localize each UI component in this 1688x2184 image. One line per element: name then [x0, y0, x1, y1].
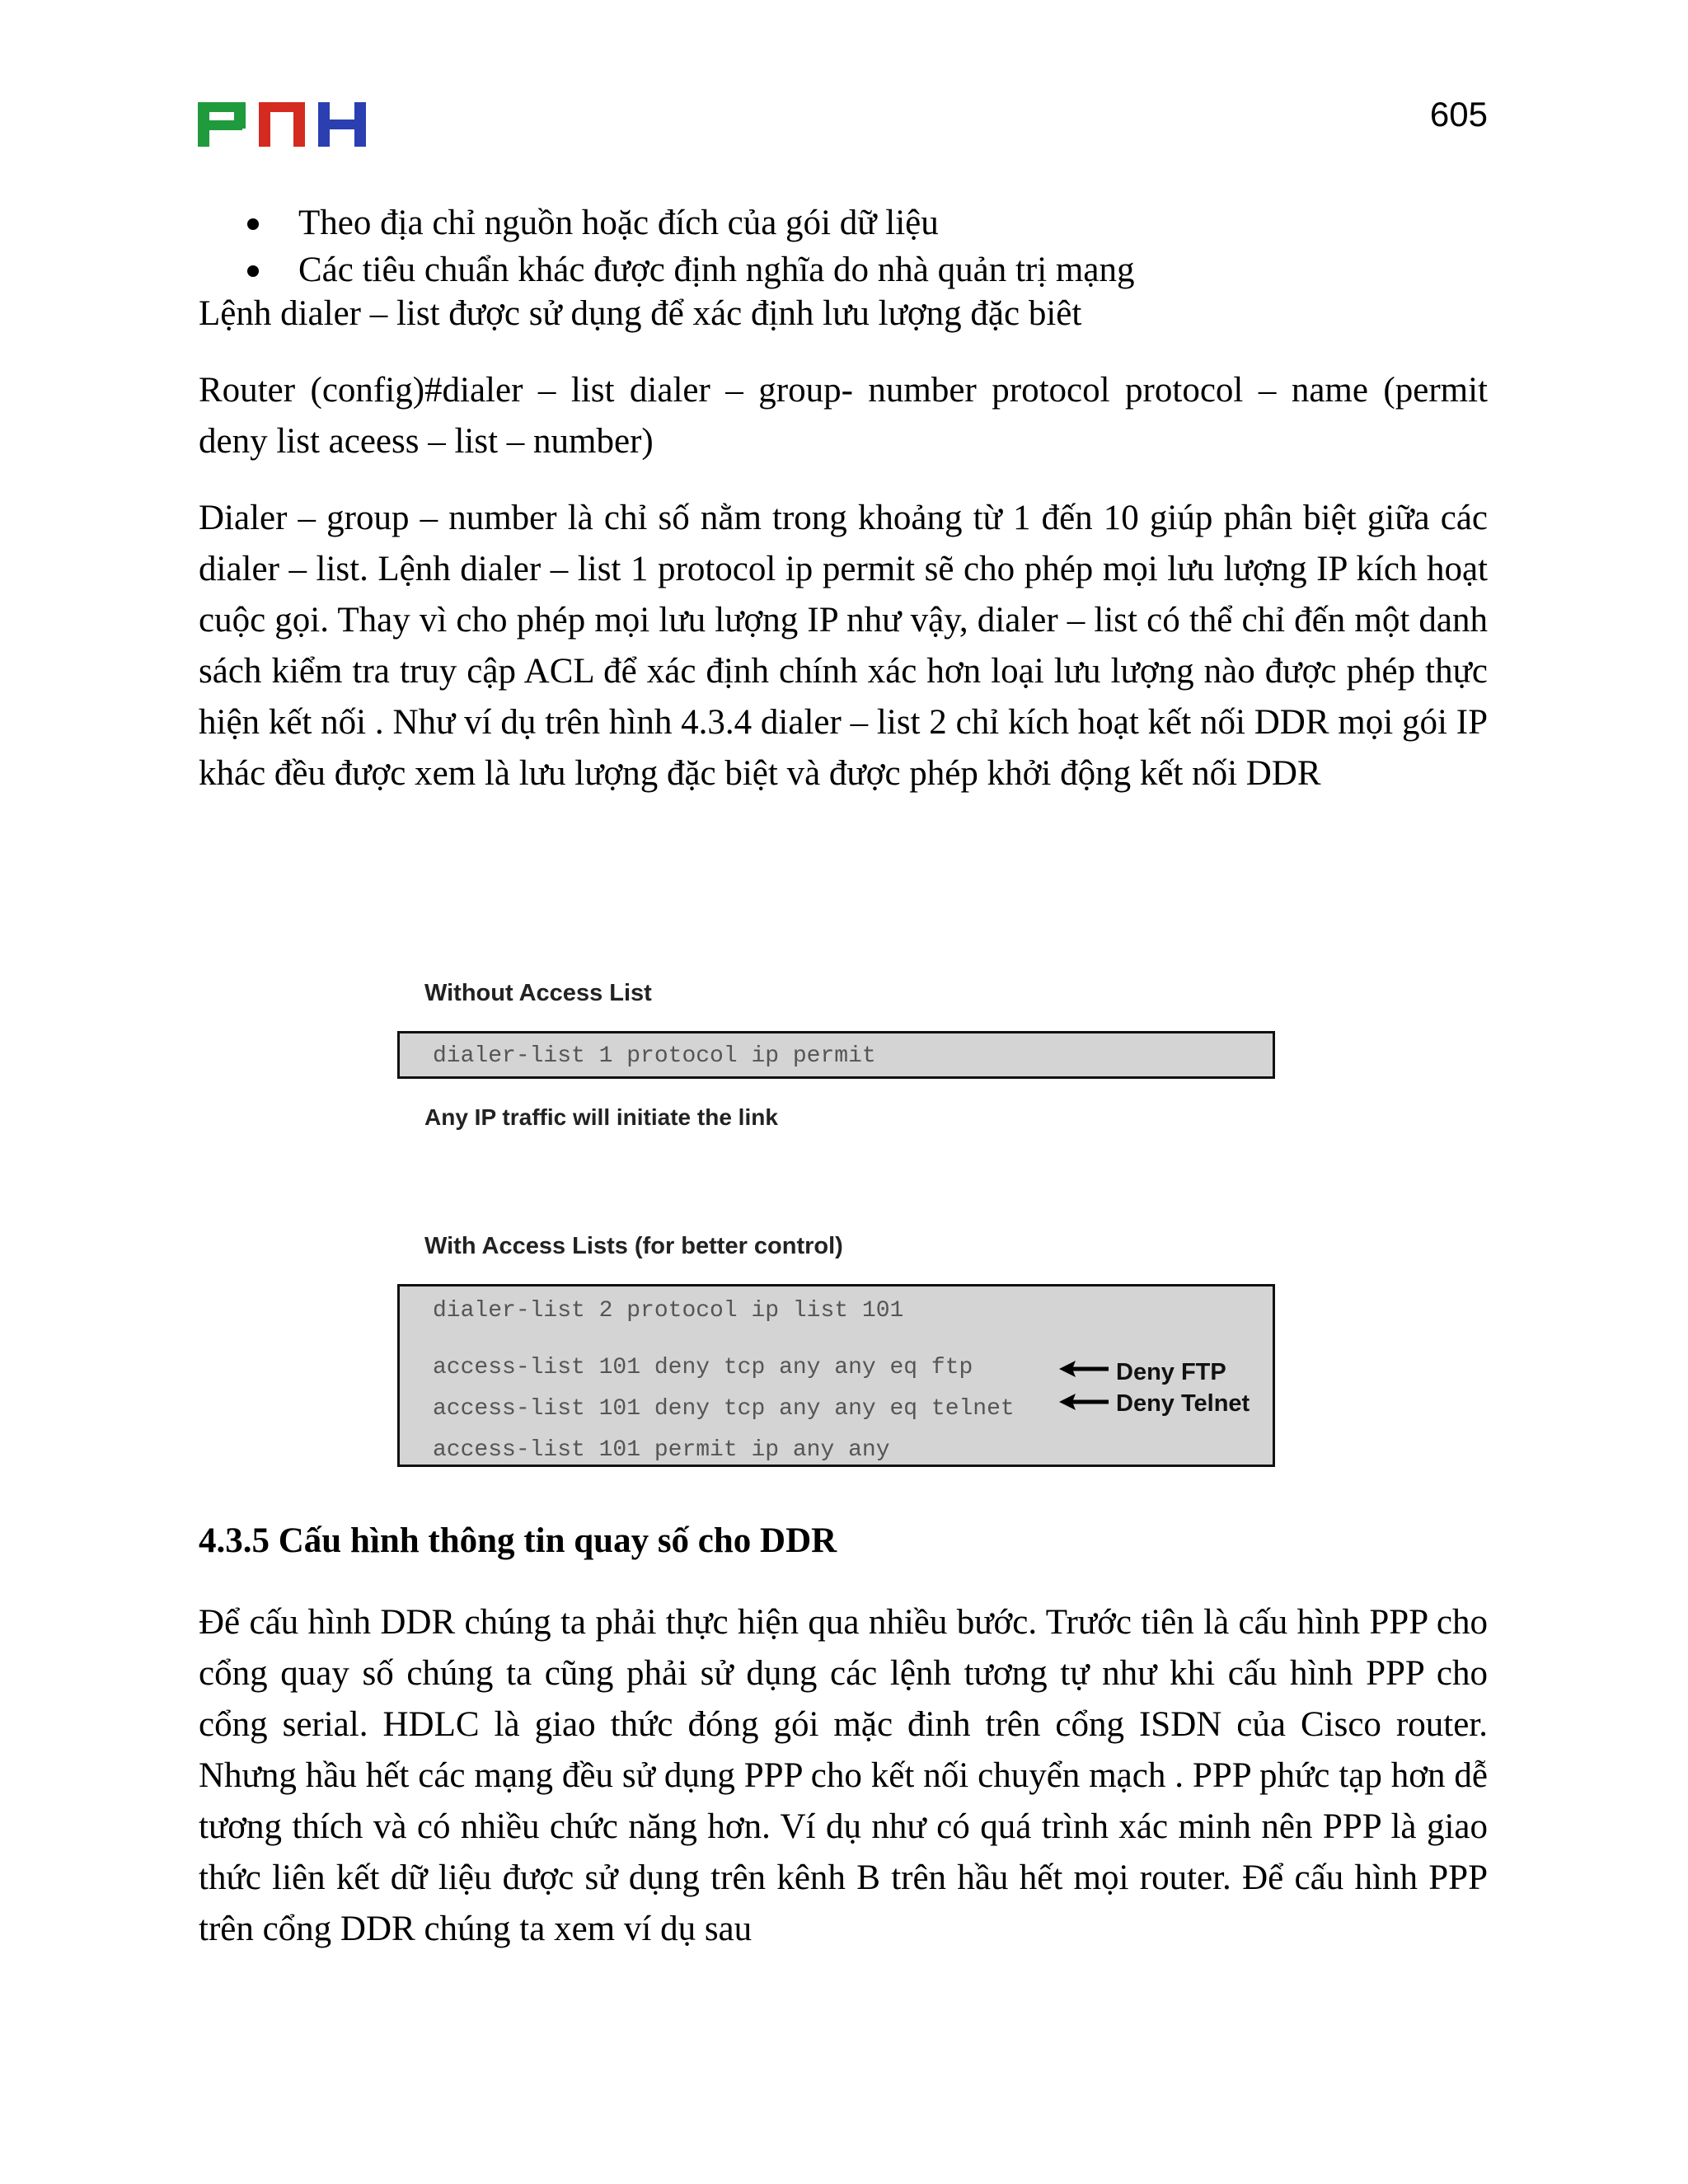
bullet-text: Theo địa chỉ nguồn hoặc đích của gói dữ liệu — [298, 204, 939, 242]
code-line: dialer-list 1 protocol ip permit — [433, 1043, 876, 1069]
figure-title-without-acl: Without Access List — [424, 980, 652, 1006]
code-line: dialer-list 2 protocol ip list 101 — [433, 1298, 904, 1324]
figure-note: Any IP traffic will initiate the link — [424, 1104, 778, 1130]
paragraph: Dialer – group – number là chỉ số nằm trong khoảng từ 1 đến 10 giúp phân biệt giữa các dialer – list. Lệnh dialer – list 1 protocol ip permit sẽ cho phép mọi lưu lượng IP kích hoạt cuộc gọi. Thay vì cho phép mọi lưu lượng IP như vậy, dialer – list có thể chỉ đến một danh sách kiểm tra truy cập ACL để xác định chính xác hơn loại lưu lượng nào được phép thực hiện kết nối . Như ví dụ trên hình 4.3.4 dialer – list 2 chỉ kích hoạt kết nối DDR mọi gói IP khác đều được xem là lưu lượng đặc biệt và được phép khởi động kết nối DDR — [199, 499, 1488, 793]
annotation-deny-telnet: Deny Telnet — [1116, 1390, 1250, 1417]
code-line: access-list 101 deny tcp any any eq telnet — [433, 1396, 1015, 1422]
page-number: 605 — [1429, 95, 1488, 134]
annotation-deny-ftp: Deny FTP — [1116, 1359, 1226, 1385]
pnh-logo — [198, 102, 366, 147]
arrow-left-icon — [1059, 1359, 1109, 1379]
code-line: access-list 101 permit ip any any — [433, 1437, 890, 1463]
code-line: access-list 101 deny tcp any any eq ftp — [433, 1355, 973, 1380]
bullet-list — [247, 199, 1484, 293]
list-item — [247, 199, 1484, 246]
arrow-left-icon — [1059, 1392, 1109, 1412]
code-box-with-acl — [397, 1284, 1275, 1467]
section-heading: 4.3.5 Cấu hình thông tin quay số cho DDR — [199, 1521, 837, 1560]
list-item — [247, 246, 1484, 293]
command-syntax-paragraph: Router (config)#dialer – list dialer – group- number protocol protocol – name (permit deny list aceess – list – number) — [199, 371, 1488, 461]
code-box-without-acl — [397, 1031, 1275, 1079]
bullet-text: Các tiêu chuẩn khác được định nghĩa do nhà quản trị mạng — [298, 251, 1135, 289]
section-body: Để cấu hình DDR chúng ta phải thực hiện qua nhiều bước. Trước tiên là cấu hình PPP cho cổng quay số chúng ta cũng phải sử dụng các lệnh tương tự như khi cấu hình PPP cho cổng serial. HDLC là giao thức đóng gói mặc đinh trên cổng ISDN của Cisco router. Nhưng hầu hết các mạng đều sử dụng PPP cho kết nối chuyển mạch . PPP phức tạp hơn dễ tương thích và có nhiều chức năng hơn. Ví dụ như có quá trình xác minh nên PPP là giao thức liên kết dữ liệu được sử dụng trên kênh B trên hầu hết mọi router. Để cấu hình PPP trên cổng DDR chúng ta xem ví dụ sau — [199, 1603, 1488, 1948]
paragraph: Lệnh dialer – list được sử dụng để xác định lưu lượng đặc biêt — [199, 294, 1082, 333]
bullet-icon — [247, 218, 259, 230]
figure-title-with-acl: With Access Lists (for better control) — [424, 1233, 843, 1259]
bullet-icon — [247, 265, 259, 277]
